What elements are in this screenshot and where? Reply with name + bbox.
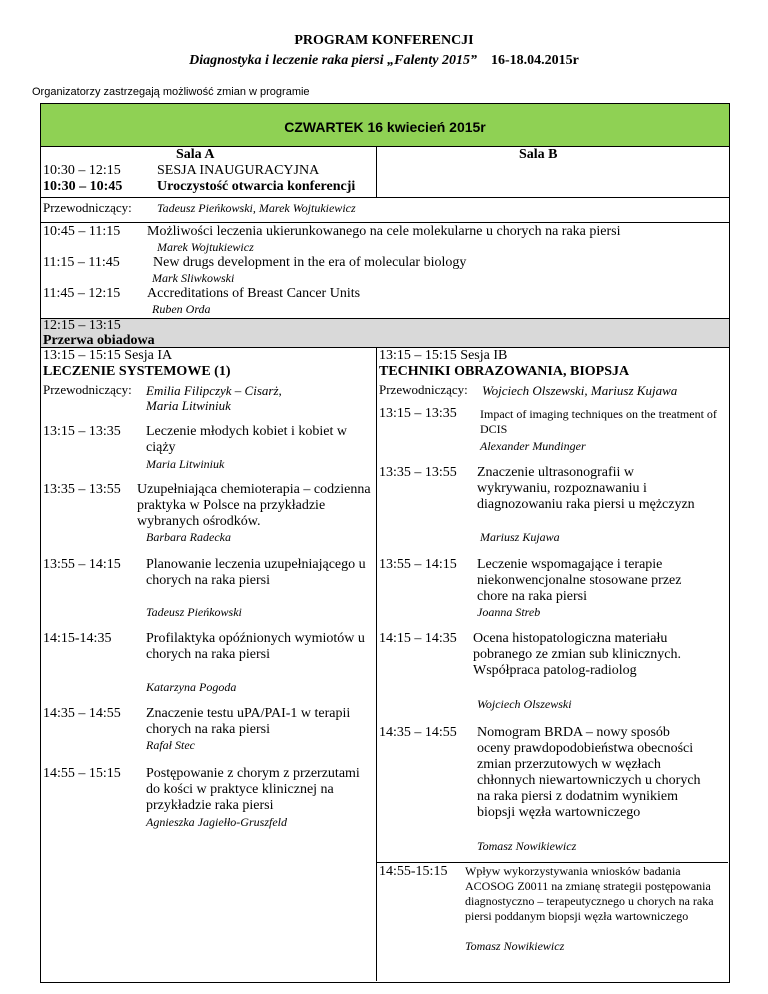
session-b-chairs-label: Przewodniczący: <box>379 382 468 397</box>
session-a-chairs: Emilia Filipczyk – Cisarż, <box>146 383 282 398</box>
plenary-talk-speaker: Ruben Orda <box>152 302 211 316</box>
session-b-talk-title: Leczenie wspomagające i terapie niekonwencjonalne stosowane przez chore na raka piersi <box>477 557 682 604</box>
conference-name: Diagnostyka i leczenie raka piersi „Falenty 2015” <box>189 53 477 68</box>
lunch-label: Przerwa obiadowa <box>43 333 155 348</box>
session-a-chairs-label: Przewodniczący: <box>43 382 132 397</box>
session-a-talk-title: Postępowanie z chorym z przerzutami do kości w praktyce klinicznej na przykładzie raka piersi <box>146 766 360 813</box>
session-a-chairs-2: Maria Litwiniuk <box>146 398 231 413</box>
session-a-talk-time: 14:55 – 15:15 <box>43 766 121 781</box>
session-b-talk-speaker: Wojciech Olszewski <box>477 697 572 711</box>
session-a-talk-time: 13:55 – 14:15 <box>43 557 121 572</box>
session-a-talk-speaker: Tadeusz Pieńkowski <box>146 605 242 619</box>
session-a-header: 13:15 – 15:15 Sesja IA <box>43 348 173 363</box>
conference-dates: 16-18.04.2015r <box>490 53 579 68</box>
session-a-talk-speaker: Rafał Stec <box>146 738 195 752</box>
session-b-talk-time: 13:15 – 13:35 <box>379 406 457 421</box>
session-b-talk-time: 14:55-15:15 <box>379 864 448 879</box>
session-b-talk-speaker: Alexander Mundinger <box>480 439 586 453</box>
session-b-talk-speaker: Tomasz Nowikiewicz <box>477 839 577 853</box>
session-a-talk-title: Profilaktyka opóźnionych wymiotów u chorych na raka piersi <box>146 631 365 662</box>
plenary-talk-title: Możliwości leczenia ukierunkowanego na cele molekularne u chorych na raka piersi <box>147 224 621 239</box>
plenary-talk-speaker: Mark Sliwkowski <box>152 271 235 285</box>
plenary-session-time: 10:30 – 12:15 <box>43 163 121 178</box>
divider-last-talk <box>377 862 728 863</box>
session-a-talk-speaker: Maria Litwiniuk <box>146 457 225 471</box>
session-a-title: LECZENIE SYSTEMOWE (1) <box>43 364 231 379</box>
session-a-talk-time: 14:15-14:35 <box>43 631 112 646</box>
session-b-talk-title: Znaczenie ultrasonografii w wykrywaniu, rozpoznawaniu i diagnozowaniu raka piersi u mężczyzn <box>477 465 695 512</box>
session-b-talk-title: Nomogram BRDA – nowy sposób oceny prawdopodobieństwa obecności zmian przerzutowych w węzłach chłonnych niewartowniczych u chorych na raka piersi z dodatnim wynikiem biopsji węzła wartowniczego <box>477 725 701 820</box>
session-a-talk-time: 14:35 – 14:55 <box>43 706 121 721</box>
session-a-talk-time: 13:35 – 13:55 <box>43 482 121 497</box>
session-a-talk-speaker: Katarzyna Pogoda <box>146 680 237 694</box>
session-a-talk-time: 13:15 – 13:35 <box>43 424 121 439</box>
opening-time: 10:30 – 10:45 <box>43 179 123 194</box>
conference-subtitle <box>0 53 768 69</box>
session-a-talk-title: Znaczenie testu uPA/PAI-1 w terapii chorych na raka piersi <box>146 706 351 737</box>
session-b-talk-title: Ocena histopatologiczna materiału pobranego ze zmian sub klinicznych. Współpraca patolog-radiolog <box>473 631 681 678</box>
session-b-talk-speaker: Mariusz Kujawa <box>480 530 560 544</box>
plenary-session-title: SESJA INAUGURACYJNA <box>157 163 320 178</box>
session-b-talk-title: Wpływ wykorzystywania wniosków badania ACOSOG Z0011 na zmianę strategii postępowania diagnostyczno – terapeutycznego u chorych na raka piersi poddanym biopsji węzła wartowniczego <box>465 864 714 923</box>
plenary-chairs: Tadeusz Pieńkowski, Marek Wojtukiewicz <box>157 201 356 215</box>
session-a-talk-speaker: Barbara Radecka <box>146 530 231 544</box>
session-a-talk-speaker: Agnieszka Jagiełło-Gruszfeld <box>146 815 287 829</box>
session-b-talk-time: 13:35 – 13:55 <box>379 465 457 480</box>
session-a-talk-title: Uzupełniająca chemioterapia – codzienna praktyka w Polsce na przykładzie wybranych ośrodków. <box>137 482 371 529</box>
session-b-chairs: Wojciech Olszewski, Mariusz Kujawa <box>482 383 678 398</box>
session-b-talk-time: 14:15 – 14:35 <box>379 631 457 646</box>
divider-chairs <box>41 222 729 223</box>
session-b-talk-title: Impact of imaging techniques on the treatment of DCIS <box>480 407 717 436</box>
plenary-talk-title: New drugs development in the era of molecular biology <box>153 255 467 270</box>
lunch-time: 12:15 – 13:15 <box>43 318 121 333</box>
session-b-title: TECHNIKI OBRAZOWANIA, BIOPSJA <box>379 364 630 379</box>
divider-rooms-vertical <box>376 146 377 198</box>
session-a-talk-title: Planowanie leczenia uzupełniającego u chorych na raka piersi <box>146 557 366 588</box>
divider-lunch-top <box>41 318 729 319</box>
session-b-header: 13:15 – 15:15 Sesja IB <box>379 348 508 363</box>
room-a-label: Sala A <box>176 147 215 162</box>
plenary-talk-time: 10:45 – 11:15 <box>43 224 121 239</box>
plenary-talk-speaker: Marek Wojtukiewicz <box>157 240 254 254</box>
session-b-talk-time: 14:35 – 14:55 <box>379 725 457 740</box>
plenary-talk-title: Accreditations of Breast Cancer Units <box>147 286 361 301</box>
divider-rooms <box>41 197 729 198</box>
program-title: PROGRAM KONFERENCJI <box>294 33 474 48</box>
opening-title: Uroczystość otwarcia konferencji <box>157 179 356 194</box>
room-b-label: Sala B <box>519 147 558 162</box>
plenary-talk-time: 11:15 – 11:45 <box>43 255 120 270</box>
plenary-talk-time: 11:45 – 12:15 <box>43 286 121 301</box>
session-b-talk-speaker: Joanna Streb <box>477 605 541 619</box>
session-a-talk-title: Leczenie młodych kobiet i kobiet w ciąży <box>146 424 347 455</box>
divider-sessions-vertical <box>376 347 377 981</box>
day-title: CZWARTEK 16 kwiecień 2015r <box>284 119 486 135</box>
session-b-talk-time: 13:55 – 14:15 <box>379 557 457 572</box>
changes-note: Organizatorzy zastrzegają możliwość zmian w programie <box>32 86 310 98</box>
plenary-chairs-label: Przewodniczący: <box>43 200 132 215</box>
session-b-talk-speaker: Tomasz Nowikiewicz <box>465 939 565 953</box>
